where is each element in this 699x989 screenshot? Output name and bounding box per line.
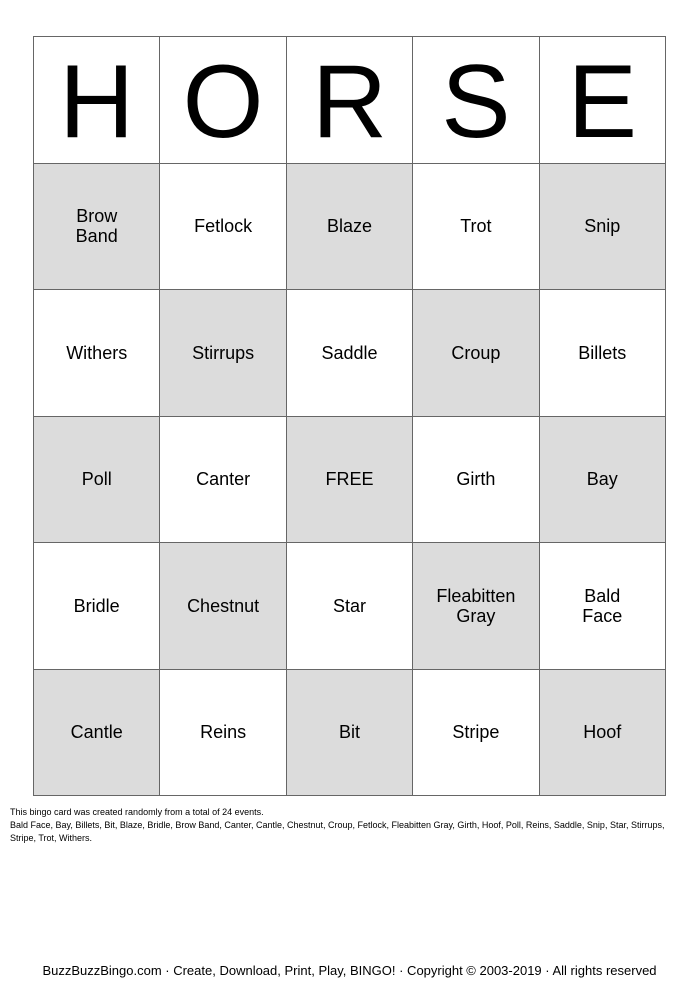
card-notes — [10, 806, 690, 845]
header-letter-e: E — [540, 37, 666, 164]
bingo-cell: Girth — [413, 417, 539, 544]
bingo-card — [33, 36, 666, 796]
bingo-cell: Saddle — [287, 290, 413, 417]
bingo-cell: Poll — [34, 417, 160, 544]
header-letter-h: H — [34, 37, 160, 164]
bingo-cell: Trot — [413, 164, 539, 291]
bingo-cell: Cantle — [34, 670, 160, 797]
bingo-cell: Brow Band — [34, 164, 160, 291]
header-letter-s: S — [413, 37, 539, 164]
bingo-cell: Bit — [287, 670, 413, 797]
bingo-cell: Blaze — [287, 164, 413, 291]
page-footer: BuzzBuzzBingo.com · Create, Download, Print, Play, BINGO! · Copyright © 2003-2019 · All rights reserved — [42, 963, 657, 978]
bingo-cell: Fleabitten Gray — [413, 543, 539, 670]
bingo-cell: Chestnut — [160, 543, 286, 670]
free-space-cell: FREE — [287, 417, 413, 544]
bingo-cell: Billets — [540, 290, 666, 417]
bingo-cell: Snip — [540, 164, 666, 291]
header-letter-o: O — [160, 37, 286, 164]
bingo-cell: Reins — [160, 670, 286, 797]
bingo-cell: Hoof — [540, 670, 666, 797]
bingo-cell: Bridle — [34, 543, 160, 670]
header-letter-r: R — [287, 37, 413, 164]
bingo-cell: Fetlock — [160, 164, 286, 291]
bingo-cell: Withers — [34, 290, 160, 417]
bingo-cell: Bald Face — [540, 543, 666, 670]
notes-summary: This bingo card was created randomly from a total of 24 events. — [10, 807, 264, 817]
bingo-cell: Croup — [413, 290, 539, 417]
bingo-cell: Stirrups — [160, 290, 286, 417]
bingo-cell: Stripe — [413, 670, 539, 797]
notes-event-list: Bald Face, Bay, Billets, Bit, Blaze, Bridle, Brow Band, Canter, Cantle, Chestnut, Croup, Fetlock, Fleabitten Gray, Girth, Hoof, Poll, Reins, Saddle, Snip, Star, Stirrups, Stripe, Trot, Withers. — [10, 820, 665, 843]
bingo-cell: Star — [287, 543, 413, 670]
bingo-cell: Canter — [160, 417, 286, 544]
bingo-cell: Bay — [540, 417, 666, 544]
